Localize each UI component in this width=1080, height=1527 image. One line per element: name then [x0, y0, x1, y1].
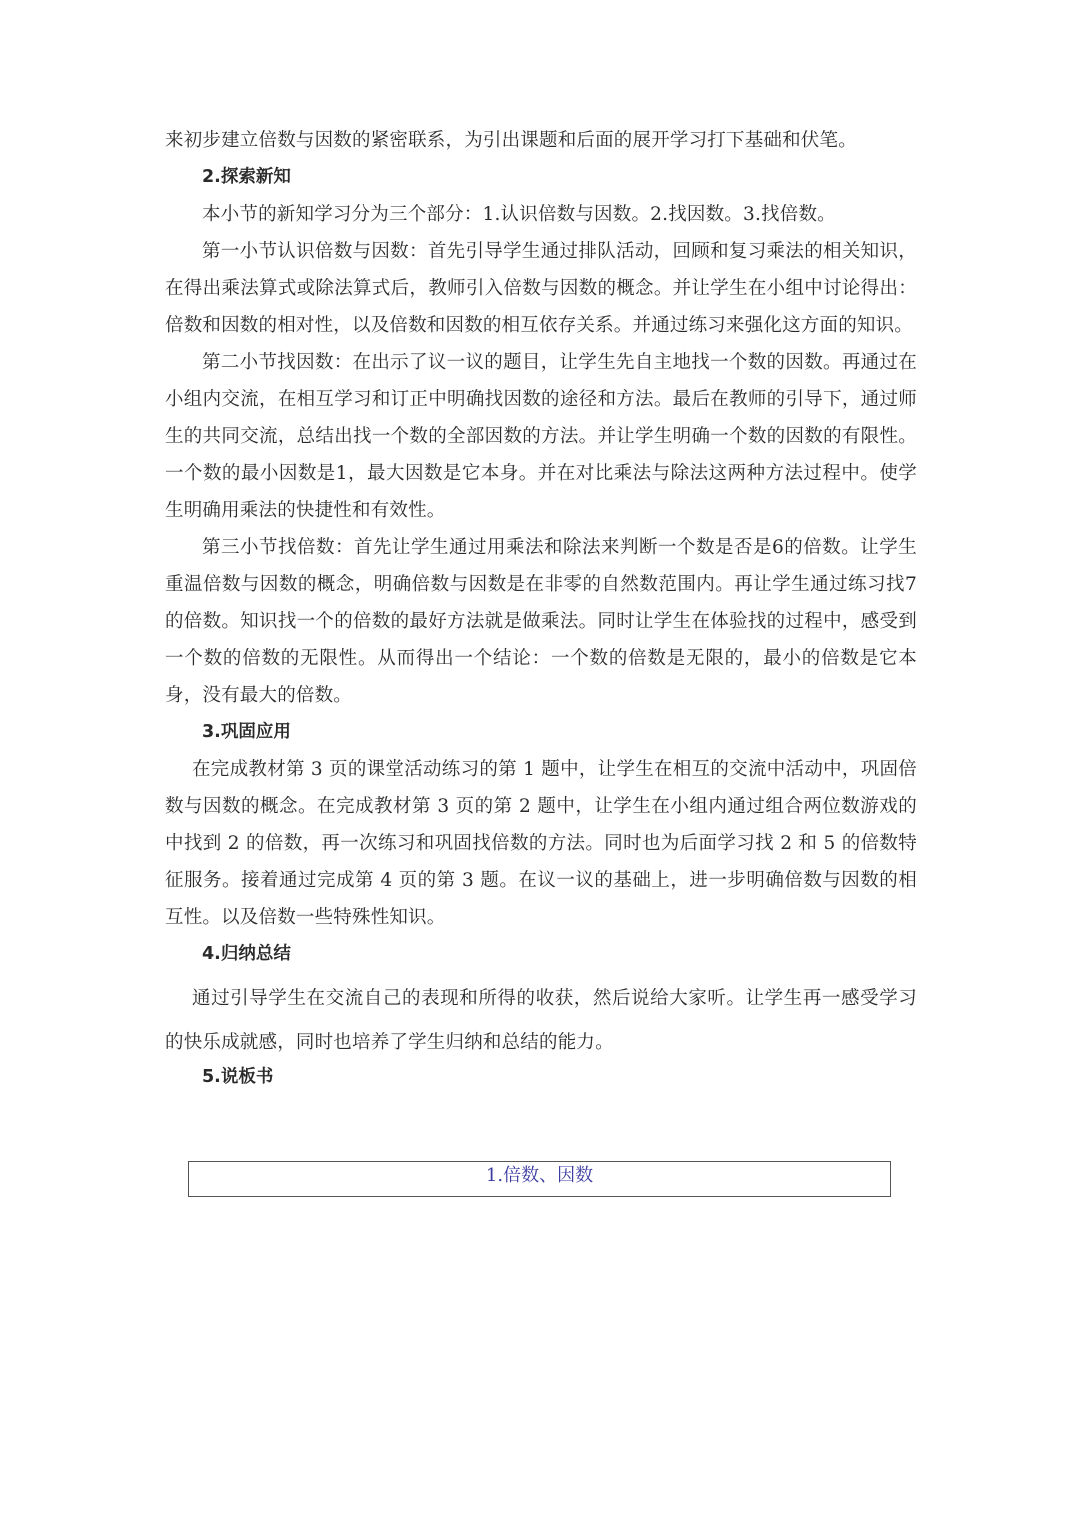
paragraph-summary: 通过引导学生在交流自己的表现和所得的收获，然后说给大家听。让学生再一感受学习的快乐成就感，同时也培养了学生归纳和总结的能力。 [165, 988, 917, 1053]
blackboard-frame [188, 1161, 891, 1197]
paragraph-overview: 本小节的新知学习分为三个部分：1.认识倍数与因数。2.找因数。3.找倍数。 [202, 204, 836, 225]
paragraph-part-three: 第三小节找倍数：首先让学生通过用乘法和除法来判断一个数是否是6的倍数。让学生重温倍数与因数的概念，明确倍数与因数是在非零的自然数范围内。再让学生通过练习找7的倍数。知识找一个的倍数的最好方法就是做乘法。同时让学生在体验找的过程中，感受到一个数的倍数的无限性。从而得出一个结论：一个数的倍数是无限的，最小的倍数是它本身，没有最大的倍数。 [165, 537, 917, 706]
section-heading-explore: 2.探索新知 [202, 167, 291, 187]
document-body [165, 125, 917, 1096]
section-heading-board: 5.说板书 [202, 1067, 274, 1087]
paragraph-intro-continuation: 来初步建立倍数与因数的紧密联系，为引出课题和后面的展开学习打下基础和伏笔。 [165, 130, 857, 151]
paragraph-part-two: 第二小节找因数：在出示了议一议的题目，让学生先自主地找一个数的因数。再通过在小组内交流，在相互学习和订正中明确找因数的途径和方法。最后在教师的引导下，通过师生的共同交流，总结出找一个数的全部因数的方法。并让学生明确一个数的因数的有限性。一个数的最小因数是1，最大因数是它本身。并在对比乘法与除法这两种方法过程中。使学生明确用乘法的快捷性和有效性。 [165, 352, 917, 521]
section-heading-practice: 3.巩固应用 [202, 722, 291, 742]
paragraph-part-one: 第一小节认识倍数与因数：首先引导学生通过排队活动，回顾和复习乘法的相关知识，在得出乘法算式或除法算式后，教师引入倍数与因数的概念。并让学生在小组中讨论得出：倍数和因数的相对性，以及倍数和因数的相互依存关系。并通过练习来强化这方面的知识。 [165, 241, 917, 336]
section-heading-summary: 4.归纳总结 [202, 944, 291, 964]
paragraph-practice: 在完成教材第 3 页的课堂活动练习的第 1 题中，让学生在相互的交流中活动中，巩固倍数与因数的概念。在完成教材第 3 页的第 2 题中，让学生在小组内通过组合两位数游戏的中找到 2 的倍数，再一次练习和巩固找倍数的方法。同时也为后面学习找 2 和 5 的倍数特征服务。接着通过完成第 4 页的第 3 题。在议一议的基础上，进一步明确倍数与因数的相互性。以及倍数一些特殊性知识。 [165, 759, 917, 928]
blackboard-title: 1.倍数、因数 [485, 1165, 594, 1186]
